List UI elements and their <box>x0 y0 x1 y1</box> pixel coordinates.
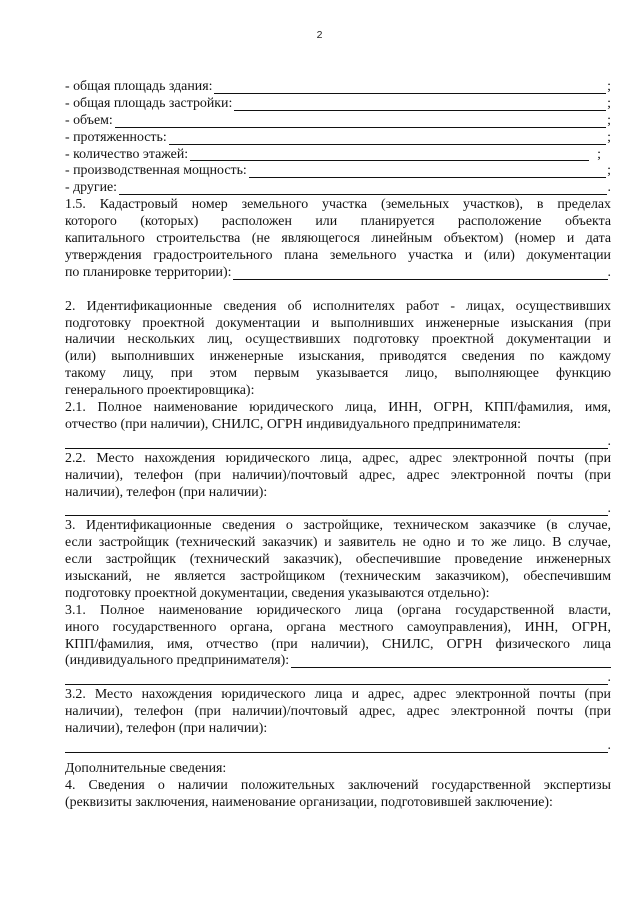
text-line: которого (которых) расположен или планируется расположение объекта <box>65 214 611 230</box>
fill-blank[interactable] <box>65 672 608 685</box>
form-content <box>65 79 611 812</box>
text-line: подготовку проектной документации, сведения указываются отдельно): <box>65 585 490 601</box>
field-label: - протяженность: <box>65 129 167 145</box>
section-3 <box>65 518 611 602</box>
text-line: отчество (при наличии), СНИЛС, ОГРН индивидуального предпринимателя: <box>65 416 522 432</box>
field-label: - количество этажей: <box>65 146 189 162</box>
section-2-2 <box>65 451 611 519</box>
fill-blank[interactable] <box>65 740 608 753</box>
field-volume[interactable]: - объем: ; <box>65 112 611 128</box>
text-line: КПП/фамилия, имя, отчество (при наличии), СНИЛС, ОГРН физического лица <box>65 636 611 652</box>
field-label: по планировке территории): <box>65 264 232 280</box>
field-other[interactable]: - другие: . <box>65 180 611 196</box>
text-line: капитального строительства (не являющегося линейным объектом) (номер и дата <box>65 231 611 247</box>
text-line: подготовку проектной документации и выполнивших инженерные изыскания (при <box>65 315 611 331</box>
executor-address-fill[interactable]: . <box>65 501 611 518</box>
text-line: изысканий, не является застройщиком (техническим заказчиком), обеспечившим <box>65 568 611 584</box>
fill-blank[interactable] <box>65 436 608 449</box>
text-line: если застройщик (технический заказчик), обеспечившие проведение инженерных <box>65 552 611 568</box>
page-number: 2 <box>316 29 323 41</box>
field-capacity[interactable]: - производственная мощность: ; <box>65 163 611 179</box>
fill-blank[interactable] <box>119 182 606 195</box>
fill-blank[interactable] <box>291 655 611 668</box>
section-2 <box>65 299 611 400</box>
additional-info-label: Дополнительные сведения: <box>65 760 227 776</box>
fill-blank[interactable] <box>234 98 606 111</box>
text-line: если застройщик (технический заказчик) и заявитель не одно и то же лицо. В случае, <box>65 535 611 551</box>
text-line: 3. Идентификационные сведения о застройщике, техническом заказчике (в случае, <box>65 518 611 534</box>
text-line: 2. Идентификационные сведения об исполнителях работ - лицах, осуществивших <box>65 298 611 314</box>
text-line: наличии нескольких лиц, осуществивших подготовку проектной документации и <box>65 332 611 348</box>
field-label: - другие: <box>65 180 118 196</box>
fill-blank[interactable] <box>190 148 589 161</box>
text-line: 4. Сведения о наличии положительных заключений государственной экспертизы <box>65 777 611 793</box>
text-line: 2.1. Полное наименование юридического лица, ИНН, ОГРН, КПП/фамилия, имя, <box>65 400 611 416</box>
field-length[interactable]: - протяженность: ; <box>65 129 611 145</box>
fill-blank[interactable] <box>65 503 608 516</box>
text-line: (или) выполнивших инженерные изыскания, приводятся сведения по каждому <box>65 349 611 365</box>
fill-blank[interactable] <box>214 81 606 94</box>
building-fields <box>65 79 611 197</box>
text-line: наличии), телефон (при наличии): <box>65 721 268 737</box>
section-3-2 <box>65 687 611 755</box>
text-line: утверждения градостроительного плана земельного участка и (или) документации <box>65 247 611 263</box>
developer-name-fill-2[interactable]: . <box>65 670 611 687</box>
field-label: - объем: <box>65 112 113 128</box>
text-line: наличии), телефон (при наличии): <box>65 484 268 500</box>
text-line: иного государственного органа, органа местного самоуправления), ИНН, ОГРН, <box>65 619 611 635</box>
text-line: 3.2. Место нахождения юридического лица и адрес, адрес электронной почты (при <box>65 687 611 703</box>
field-label: - общая площадь здания: <box>65 78 213 94</box>
fill-blank[interactable] <box>249 165 606 178</box>
executor-name-fill[interactable]: . <box>65 434 611 451</box>
section-2-1 <box>65 400 611 451</box>
field-label: - производственная мощность: <box>65 163 247 179</box>
field-total-area[interactable]: - общая площадь здания: ; <box>65 78 611 94</box>
text-line: 3.1. Полное наименование юридического лица (органа государственной власти, <box>65 602 611 618</box>
text-line: 2.2. Место нахождения юридического лица, адрес, адрес электронной почты (при <box>65 450 611 466</box>
text-line: такому лицу, при этом первым указывается лицо, выполняющее функцию <box>65 366 611 382</box>
fill-blank[interactable] <box>115 115 606 128</box>
text-line: наличии), телефон (при наличии)/почтовый адрес, адрес электронной почты (при <box>65 467 611 483</box>
text-line: генерального проектировщика): <box>65 383 255 399</box>
fill-blank[interactable] <box>233 267 607 280</box>
section-4 <box>65 778 611 812</box>
section-1-5 <box>65 197 611 281</box>
section-3-1 <box>65 603 611 687</box>
text-line: наличии), телефон (при наличии)/почтовый адрес, адрес электронной почты (при <box>65 704 611 720</box>
developer-name-fill[interactable] <box>65 653 611 670</box>
field-floors[interactable]: - количество этажей: ; <box>65 146 601 162</box>
fill-blank[interactable] <box>169 132 606 145</box>
field-building-footprint[interactable]: - общая площадь застройки: ; <box>65 95 611 111</box>
text-line: (реквизиты заключения, наименование организации, подготовившей заключение): <box>65 794 553 810</box>
text-line: 1.5. Кадастровый номер земельного участка (земельных участков), в пределах <box>65 197 611 213</box>
field-label: (индивидуального предпринимателя): <box>65 653 290 669</box>
field-label: - общая площадь застройки: <box>65 95 233 111</box>
developer-address-fill[interactable]: . <box>65 738 611 755</box>
cadastral-fill[interactable]: по планировке территории): . <box>65 264 611 280</box>
